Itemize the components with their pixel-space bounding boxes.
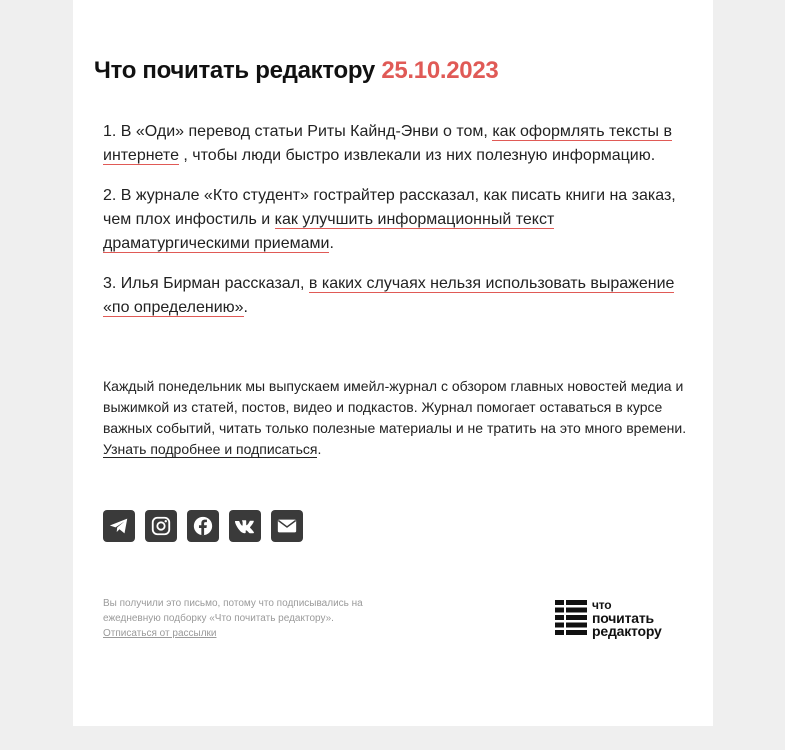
facebook-icon[interactable]	[187, 510, 219, 542]
email-icon[interactable]	[271, 510, 303, 542]
item-text: 2. В журнале «Кто студент» гострайтер рассказал, как писать книги на заказ, чем плох инфостиль и	[103, 187, 676, 228]
unsubscribe-link[interactable]: Отписаться от рассылки	[103, 628, 217, 639]
item-text: .	[329, 235, 334, 252]
list-item	[103, 184, 683, 256]
digest-description	[103, 376, 688, 460]
digest-text: Каждый понедельник мы выпускаем имейл-журнал с обзором главных новостей медиа и выжимкой из статей, постов, видео и подкастов. Журнал помогает оставаться в курсе важных событий, читать только полезные материалы и не тратить на это много времени.	[103, 378, 687, 436]
logo-text: почитать	[592, 609, 654, 626]
logo-wordmark	[592, 600, 662, 638]
article-list	[103, 120, 683, 336]
brand-logo	[555, 600, 662, 638]
title-date: 25.10.2023	[381, 57, 499, 84]
item-text: 1. В «Оди» перевод статьи Риты Кайнд-Энви о том,	[103, 123, 493, 140]
instagram-icon[interactable]	[145, 510, 177, 542]
page-title	[94, 57, 498, 85]
subscribe-link[interactable]: Узнать подробнее и подписаться	[103, 441, 318, 457]
logo-text: редактору	[592, 622, 662, 639]
item-text: .	[243, 299, 248, 316]
logo-mark-icon	[555, 600, 587, 635]
vk-icon[interactable]	[229, 510, 261, 542]
subscription-notice: Вы получили это письмо, потому что подписывались на ежедневную подборку «Что почитать редактору».	[103, 598, 363, 624]
article-link[interactable]: в каких случаях нельзя использовать выражение «по определению»	[103, 275, 675, 316]
digest-text: .	[317, 441, 322, 457]
social-links	[103, 510, 303, 542]
item-text: , чтобы люди быстро извлекали из них полезную информацию.	[178, 147, 656, 164]
article-link[interactable]: как оформлять тексты в интернете	[103, 123, 672, 164]
footer-note	[103, 596, 403, 641]
title-text: Что почитать редактору	[94, 57, 375, 84]
item-text: 3. Илья Бирман рассказал,	[103, 275, 309, 292]
email-card	[73, 0, 713, 726]
logo-text: что	[592, 598, 612, 612]
list-item	[103, 120, 683, 168]
article-link[interactable]: как улучшить информационный текст драматургическими приемами	[103, 211, 555, 252]
telegram-icon[interactable]	[103, 510, 135, 542]
list-item	[103, 272, 683, 320]
